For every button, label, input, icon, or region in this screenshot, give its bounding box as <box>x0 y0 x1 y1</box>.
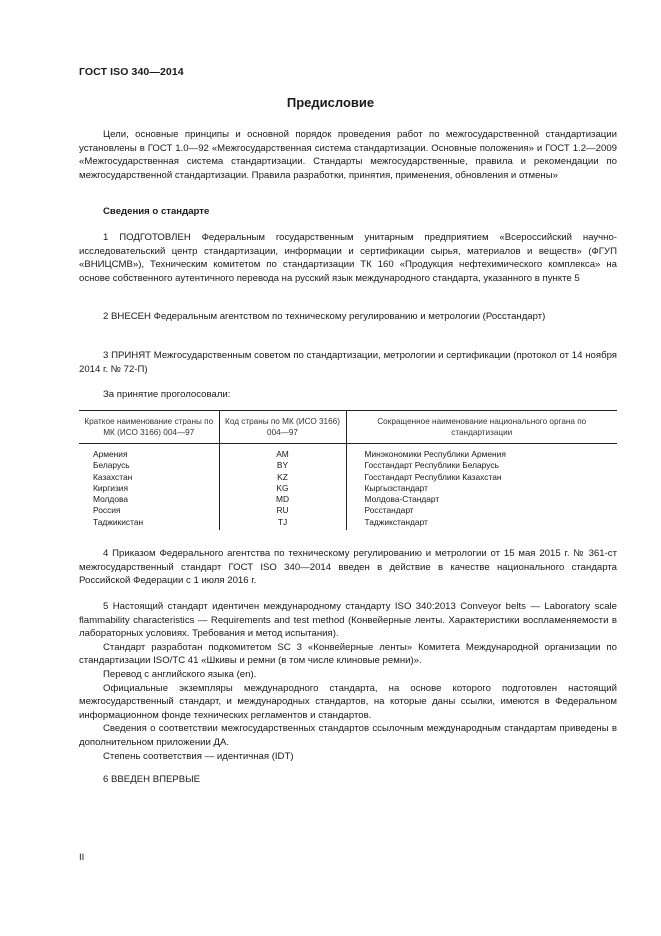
item-6: 6 ВВЕДЕН ВПЕРВЫЕ <box>103 774 201 785</box>
item-5 <box>79 600 617 763</box>
country-name: Армения <box>93 449 128 459</box>
voting-table-header-row <box>79 411 617 444</box>
document-header: ГОСТ ISO 340—2014 <box>79 66 184 78</box>
page-title: Предисловие <box>286 95 375 110</box>
country-name: Киргизия <box>93 482 129 493</box>
vote-intro: За принятие проголосовали: <box>103 389 231 400</box>
table-row <box>79 444 617 461</box>
country-name: Казахстан <box>93 471 133 482</box>
intro-text: Цели, основные принципы и основной порядок проведения работ по межгосударственной стандартизации установлены в ГОСТ 1.0—92 «Межгосударственная система стандартизации. Основные положения» и ГОСТ 1.2—2009 «Межгосударственная система стандартизации. Стандарты межгосударственные, правила и рекомендации по межгосударственной стандартизации. Правила разработки, принятия, применения, обновления и отмены» <box>79 129 617 181</box>
item-1 <box>79 231 617 285</box>
national-body: Госстандарт Республики Казахстан <box>346 472 617 483</box>
voting-table <box>79 410 617 530</box>
country-code: KZ <box>219 472 346 483</box>
national-body: Таджикстандарт <box>346 517 617 530</box>
table-row <box>79 505 617 516</box>
national-body: Росстандарт <box>346 505 617 516</box>
national-body: Минэкономики Республики Армения <box>346 444 617 461</box>
intro-paragraph <box>79 128 617 182</box>
country-code: AM <box>219 444 346 461</box>
item-5-text-0: 5 Настоящий стандарт идентичен международному стандарту ISO 340:2013 Conveyor belts — Laboratory scale flammability characteristics — Requirements and test method (Конвейерные ленты. Характеристики воспламеняемости в лабораторных условиях. Требования и метод испытания). <box>79 601 617 640</box>
country-name: Россия <box>93 505 121 516</box>
item-5-text-4: Сведения о соответствии межгосударственных стандартов ссылочным международным стандартам приведены в дополнительном приложении ДА. <box>79 723 617 748</box>
country-code: BY <box>219 460 346 471</box>
page-number: II <box>79 852 85 863</box>
item-2 <box>79 310 617 324</box>
item-3 <box>79 349 617 376</box>
country-name: Молдова <box>93 494 128 505</box>
national-body: Кыргызстандарт <box>346 483 617 494</box>
table-row <box>79 483 617 494</box>
table-row <box>79 517 617 530</box>
table-row <box>79 460 617 471</box>
country-name: Беларусь <box>93 460 130 471</box>
table-row <box>79 472 617 483</box>
header-country: Краткое наименование страны по МК (ИСО 3166) 004—97 <box>79 411 219 444</box>
header-code: Код страны по МК (ИСО 3166) 004—97 <box>219 411 346 444</box>
country-code: RU <box>219 505 346 516</box>
item-5-text-3: Официальные экземпляры международного стандарта, на основе которого подготовлен настоящий межгосударственный стандарт, и международных стандартов, на которые даны ссылки, имеются в Федеральном информационном фонде технических регламентов и стандартов. <box>79 682 617 721</box>
national-body: Госстандарт Республики Беларусь <box>346 460 617 471</box>
country-code: MD <box>219 494 346 505</box>
section-heading: Сведения о стандарте <box>103 206 210 217</box>
country-name: Таджикистан <box>93 516 144 527</box>
item-4-text: 4 Приказом Федерального агентства по техническому регулированию и метрологии от 15 мая 2015 г. № 361-ст межгосударственный стандарт ГОСТ ISO 340—2014 введен в действие в качестве национального стандарта Российской Федерации с 1 июля 2016 г. <box>79 548 617 587</box>
item-2-text: 2 ВНЕСЕН Федеральным агентством по техническому регулированию и метрологии (Росстандарт) <box>103 311 546 322</box>
table-row <box>79 494 617 505</box>
item-4 <box>79 547 617 588</box>
item-3-text: 3 ПРИНЯТ Межгосударственным советом по стандартизации, метрологии и сертификации (протокол от 14 ноября 2014 г. № 72-П) <box>79 350 617 375</box>
header-body: Сокращенное наименование национального органа по стандартизации <box>346 411 617 444</box>
item-5-text-1: Стандарт разработан подкомитетом SC 3 «Конвейерные ленты» Комитета Международной организации по стандартизации ISO/TC 41 «Шкивы и ремни (в том числе клиновые ремни)». <box>79 641 617 667</box>
national-body: Молдова-Стандарт <box>346 494 617 505</box>
country-code: KG <box>219 483 346 494</box>
item-5-text-2: Перевод с английского языка (en). <box>103 668 257 680</box>
country-code: TJ <box>219 517 346 530</box>
item-1-text: 1 ПОДГОТОВЛЕН Федеральным государственным унитарным предприятием «Всероссийский научно-исследовательский центр стандартизации, информации и сертификации сырья, материалов и веществ» (ФГУП «ВНИЦСМВ»), Техническим комитетом по стандартизации ТК 160 «Продукция нефтехимического комплекса» на основе собственного аутентичного перевода на русский язык международного стандарта, указанного в пункте 5 <box>79 232 617 284</box>
item-5-text-5: Степень соответствия — идентичная (IDT) <box>103 750 294 762</box>
